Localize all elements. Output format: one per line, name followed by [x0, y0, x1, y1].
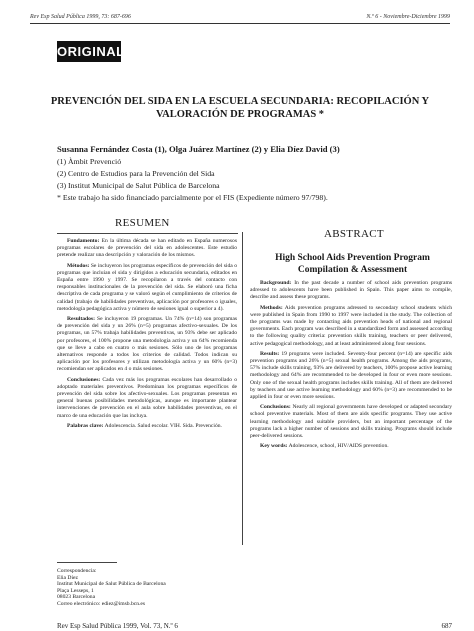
resumen-paragraph: Conclusiones: Cada vez más los programas escolares han desarrollado o adoptado materiales preventivos. Predominan los programas específicos de prevención del sida sobre los afectivo-sexuales. Los programas presentan en general buenas posibilidades metodológicas, aunque es importante plantear intervenciones de prevención en el aula sobre habilidades preventivas, en el marco de una educación que las incluya.: [57, 376, 237, 419]
resumen-body: [57, 238, 237, 538]
abstract-paragraph: Methods: Aids prevention programs adressed to secondary school students which were published in Spain from 1990 to 1997 were included in the study. The collection of the programs was made by contacting aids prevention heads of national and regional governments. Each program was described in a standardized form and assessed according to the following quality criteria: prevention skills training, teachers or peer delivered, active pedagogical methodology, and at least administered along four sessions.: [250, 304, 452, 347]
abstract-paragraph: Results: 19 programs were included. Seventy-four percent (n=14) are specific aids prevention programs and 26% (n=5) sexual health programs. Among the aids programs, 57% include skills training, 93% are delivered by teachers, 100% propose active learning methodology and 64% are recommended to be developed in four or even more sessions. Only one of the sexual health programs includes skills training. All of them are delivered by teachers and use active learning methodology and 60% (n=3) are recommended to be applied in four or even more sessions.: [250, 350, 452, 401]
running-header-right: N.º 6 - Noviembre-Diciembre 1999: [366, 14, 450, 20]
correspondence-street: Plaça Lesseps, 1: [57, 587, 94, 594]
resumen-paragraph: Fundamento: En la última década se han editado en España numerosos programas escolares de prevención del sida en adolescentes. Este estudio pretende realizar una descripción y valoración de los mismos.: [57, 238, 237, 259]
abstract-paragraph: Background: In the past decade a number of school aids prevention programs adressed to adolescents have been published in Spain. This paper aims to compile, describe and assess these programs.: [250, 280, 452, 301]
affiliation-1: (1) Àmbit Prevenció: [57, 157, 122, 166]
correspondence-email: Correo electrónico: ediez@imsb.bcn.es: [57, 600, 146, 607]
correspondence-block: [57, 568, 166, 608]
resumen-keywords: Palabras clave: Adolescencia. Salud escolar. VIH. Sida. Prevención.: [67, 422, 222, 429]
abstract-title-line-1: High School Aids Prevention Program: [275, 253, 430, 263]
affiliation-2: (2) Centro de Estudios para la Prevención del Sida: [57, 169, 215, 178]
footer-citation: Rev Esp Salud Pública 1999, Vol. 73, N.º 6: [57, 622, 178, 630]
column-divider: [242, 232, 243, 545]
resumen-rule: [57, 233, 238, 234]
header-rule: [30, 23, 450, 24]
title-line-2: VALORACIÓN DE PROGRAMAS *: [155, 109, 325, 120]
section-label: ORIGINAL: [57, 41, 121, 62]
abstract-title-line-2: Compilation & Assessment: [297, 265, 408, 275]
abstract-body: [250, 280, 452, 550]
resumen-paragraph: Resultados: Se incluyeron 19 programas. Un 74% (n=14) son programas de prevención del sida y un 26% (n=5) programas afectivo-sexuales. De los programas, un 57% trabaja habilidades preventivas, un 93% debe ser aplicado por profesores, el 100% propone una metodología activa y un 64% recomienda que se lleve a cabo en cuatro o más sesiones. Sólo uno de los programas alternativos responde a todos los criterios de calidad. Todos indican su aplicación por los profesores y utilizan metodología activa y un 60% (n=3) recomiendan ser aplicados en 4 o más sesiones.: [57, 316, 237, 373]
correspondence-institution: Institut Municipal de Salut Pública de Barcelona: [57, 581, 166, 588]
correspondence-name: Elia Díez: [57, 574, 78, 581]
running-header-left: Rev Esp Salud Pública 1999, 73: 687-696: [30, 14, 131, 20]
abstract-title: [250, 252, 455, 276]
resumen-heading: RESUMEN: [115, 217, 170, 229]
abstract-paragraph: Conclusions: Nearly all regional governments have developed or adapted secondary school preventive materials. Most of them are aids specific programs. They use active learning methodology and suitable providers, but an important percentage of the programs lack a higher number of sessions and skills training. Programs should include peer-delivered sessions.: [250, 404, 452, 440]
page-number: 687: [441, 622, 452, 630]
affiliation-3: (3) Institut Municipal de Salut Pública de Barcelona: [57, 181, 220, 190]
correspondence-city: 08023 Barcelona: [57, 594, 96, 601]
abstract-keywords: Key words: Adolescence, school, HIV/AIDS prevention.: [260, 443, 389, 450]
correspondence-label: Correspondencia:: [57, 568, 97, 574]
abstract-heading: ABSTRACT: [324, 228, 384, 240]
article-title: [40, 95, 440, 121]
title-line-1: PREVENCIÓN DEL SIDA EN LA ESCUELA SECUNDARIA: RECOPILACIÓN Y: [50, 96, 430, 107]
authors: Susanna Fernández Costa (1), Olga Juárez Martínez (2) y Elia Díez David (3): [57, 144, 340, 154]
correspondence-rule: [57, 562, 117, 563]
funding-note: * Este trabajo ha sido financiado parcialmente por el FIS (Expediente número 97/798).: [57, 193, 328, 202]
resumen-paragraph: Métodos: Se incluyeron los programas específicos de prevención del sida o programas que incluían el sida y dirigidos a educación secundaria, editados en España entre 1990 y 1997. Se recopilaron a través del contacto con responsables institucionales de la prevención del sida. Se elaboró una ficha descriptiva de cada programa y se valoró según el cumplimiento de criterios de calidad (trabajo de habilidades preventivas, aplicación por profesores o iguales, metodología pedagógica activa y número de sesiones igual o superior a 4).: [57, 262, 237, 312]
